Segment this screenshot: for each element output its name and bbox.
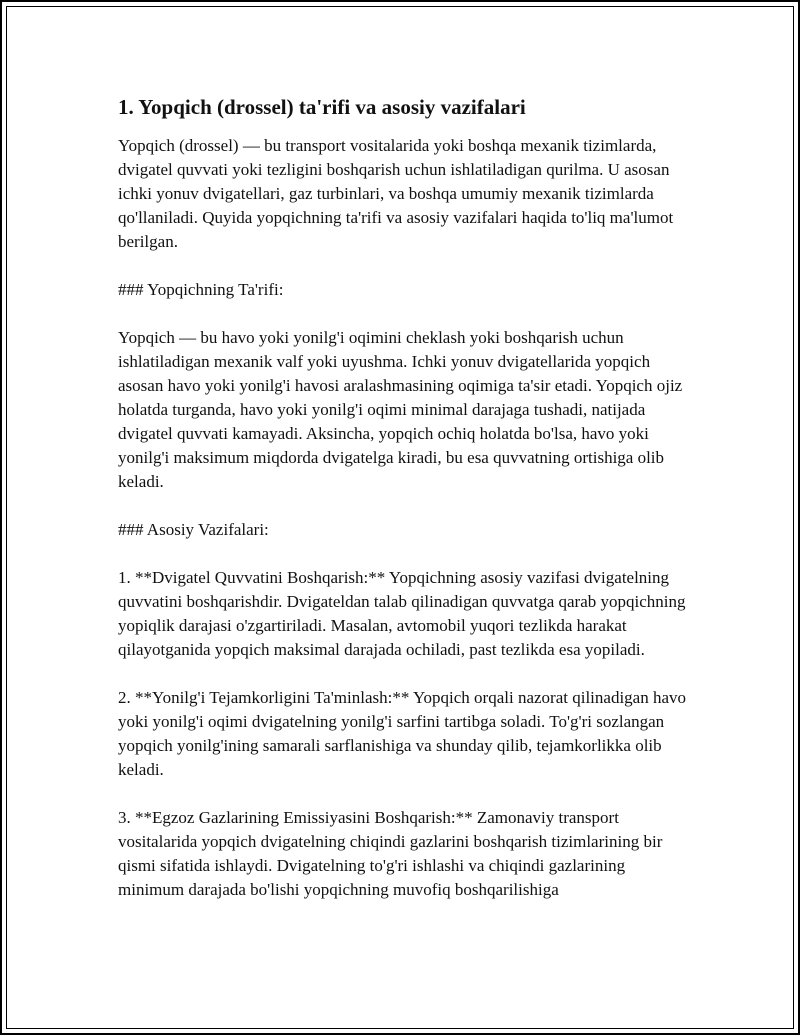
document-body <box>118 92 688 902</box>
intro-paragraph: Yopqich (drossel) — bu transport vositalarida yoki boshqa mexanik tizimlarda, dvigatel quvvati yoki tezligini boshqarish uchun ishlatiladigan qurilma. U asosan ichki yonuv dvigatellari, gaz turbinlari, va boshqa umumiy mexanik tizimlarda qo'llaniladi. Quyida yopqichning ta'rifi va asosiy vazifalari haqida to'liq ma'lumot berilgan. <box>118 136 674 251</box>
definition-paragraph: Yopqich — bu havo yoki yonilg'i oqimini cheklash yoki boshqarish uchun ishlatiladigan mexanik valf yoki uyushma. Ichki yonuv dvigatellarida yopqich asosan havo yoki yonilg'i havosi aralashmasining oqimiga ta'sir etadi. Yopqich ojiz holatda turganda, havo yoki yonilg'i oqimi minimal darajaga tushadi, natijada dvigatel quvvati kamayadi. Aksincha, yopqich ochiq holatda bo'lsa, havo yoki yonilg'i maksimum miqdorda dvigatelga kiradi, bu esa quvvatning ortishiga olib keladi. <box>118 328 683 491</box>
paragraph-gap <box>118 662 688 686</box>
paragraph-gap <box>118 302 688 326</box>
functions-heading: ### Asosiy Vazifalari: <box>118 520 269 539</box>
paragraph-gap <box>118 782 688 806</box>
paragraph-gap <box>118 494 688 518</box>
paragraph-gap <box>118 254 688 278</box>
function-item-1: 1. **Dvigatel Quvvatini Boshqarish:** Yopqichning asosiy vazifasi dvigatelning quvvatini boshqarishdir. Dvigateldan talab qilinadigan quvvatga qarab yopqichning yopiqlik darajasi o'zgartiriladi. Masalan, avtomobil yuqori tezlikda harakat qilayotganida yopqich maksimal darajada ochiladi, past tezlikda esa yopiladi. <box>118 568 686 659</box>
function-item-2: 2. **Yonilg'i Tejamkorligini Ta'minlash:** Yopqich orqali nazorat qilinadigan havo yoki yonilg'i oqimi dvigatelning yonilg'i sarfini tartibga soladi. To'g'ri sozlangan yopqich yonilg'ining samarali sarflanishiga va shunday qilib, tejamkorlikka olib keladi. <box>118 688 687 779</box>
function-item-3: 3. **Egzoz Gazlarining Emissiyasini Boshqarish:** Zamonaviy transport vositalarida yopqich dvigatelning chiqindi gazlarini boshqarish tizimlarining bir qismi sifatida ishlaydi. Dvigatelning to'g'ri ishlashi va chiqindi gazlarining minimum darajada bo'lishi yopqichning muvofiq boshqarilishiga <box>118 808 663 899</box>
paragraph-gap <box>118 542 688 566</box>
definition-heading: ### Yopqichning Ta'rifi: <box>118 280 284 299</box>
document-title: 1. Yopqich (drossel) ta'rifi va asosiy vazifalari <box>118 95 526 119</box>
